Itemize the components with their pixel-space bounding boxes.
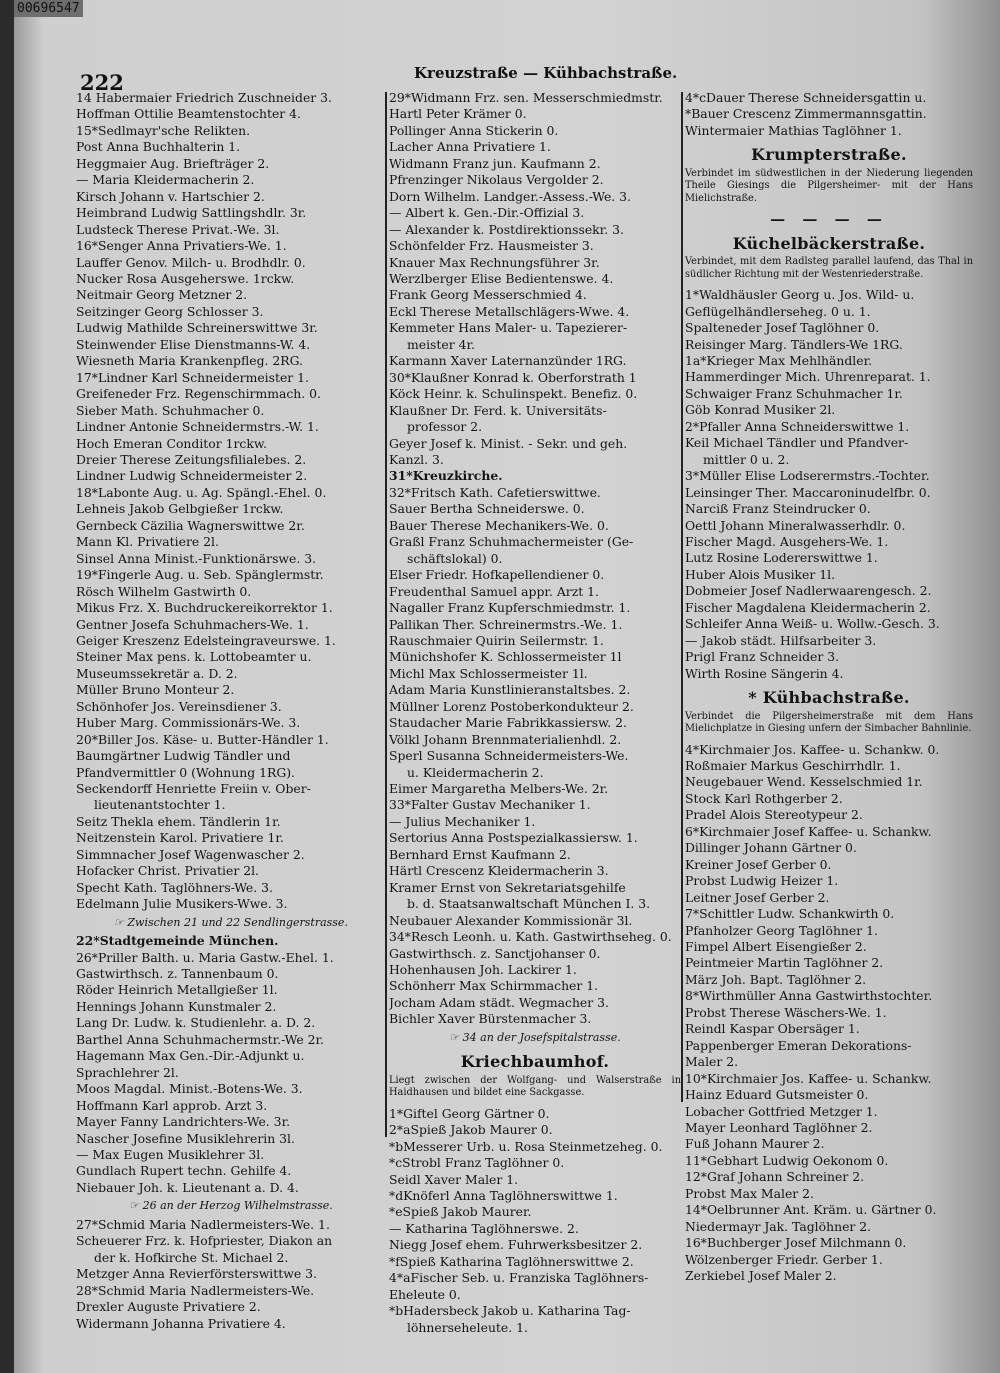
list-item: 31*Kreuzkirche. [389,468,503,484]
list-item: Simmnacher Josef Wagenwascher 2. [76,846,305,862]
list-item: Hagemann Max Gen.-Dir.-Adjunkt u. [76,1048,305,1064]
section-heading-kriechbaumhof: Kriechbaumhof. [460,1052,610,1072]
list-item: Nascher Josefine Musiklehrerin 3l. [76,1130,295,1146]
section-heading-krumpterstrasse: Krumpterstraße. [751,145,907,165]
section-description: Verbindet die Pilgersheimerstraße mit dem Hans Mielichplatze in Giesing unfern der Simbacher Bahnlinie. [685,710,973,735]
list-item: März Joh. Bapt. Taglöhner 2. [685,971,867,987]
list-item: Reisinger Marg. Tändlers-We 1RG. [685,336,903,352]
list-item: Müllner Lorenz Postoberkondukteur 2. [389,698,634,714]
list-item: Gastwirthsch. z. Sanctjohanser 0. [389,945,601,961]
list-item: Peintmeier Martin Taglöhner 2. [685,955,884,971]
running-head: Kreuzstraße — Kühbachstraße. [414,64,678,82]
list-item: Widermann Johanna Privatiere 4. [76,1315,286,1331]
list-item: Post Anna Buchhalterin 1. [76,139,241,155]
list-item: 15*Sedlmayr'sche Relikten. [76,122,251,138]
list-item: Lindner Antonie Schneidermstrs.-W. 1. [76,419,319,435]
list-item: Mayer Fanny Landrichters-We. 3r. [76,1114,291,1130]
list-item: 19*Fingerle Aug. u. Seb. Spänglermstr. [76,567,324,583]
list-item: 22*Stadtgemeinde München. [76,933,279,949]
list-item: Hainz Eduard Gutsmeister 0. [685,1087,869,1103]
list-item: Dillinger Johann Gärtner 0. [685,840,857,856]
list-item: 4*cDauer Therese Schneidersgattin u. [685,90,927,105]
list-item: Neitzenstein Karol. Privatiere 1r. [76,830,284,846]
list-item: Rauschmaier Quirin Seilermstr. 1. [389,632,604,648]
list-item: 8*Wirthmüller Anna Gastwirthstochter. [685,988,933,1004]
list-item: Probst Max Maler 2. [685,1185,814,1201]
list-item: — Jakob städt. Hilfsarbeiter 3. [685,632,877,648]
list-item: 18*Labonte Aug. u. Ag. Spängl.-Ehel. 0. [76,484,327,500]
list-item: 16*Senger Anna Privatiers-We. 1. [76,238,287,254]
list-item: 1*Waldhäusler Georg u. Jos. Wild- u. [685,287,915,303]
list-item: 26*Priller Balth. u. Maria Gastw.-Ehel. 1. [76,949,334,965]
list-item: Elser Friedr. Hofkapellendiener 0. [389,567,605,583]
list-item: Gentner Josefa Schuhmachers-We. 1. [76,616,309,632]
list-item: Niegg Josef ehem. Fuhrwerksbesitzer 2. [389,1237,643,1253]
list-item: Lindner Ludwig Schneidermeister 2. [76,468,308,484]
list-item: Niedermayr Jak. Taglöhner 2. [685,1218,872,1234]
list-item: b. d. Staatsanwaltschaft München I. 3. [407,896,651,912]
list-item: Lauffer Genov. Milch- u. Brodhdlr. 0. [76,254,306,270]
list-item: Fimpel Albert Eisengießer 2. [685,938,867,954]
list-item: Köck Heinr. k. Schulinspekt. Benefiz. 0. [389,386,638,402]
cross-street-note: ☞ 34 an der Josefspitalstrasse. [449,1030,621,1044]
list-item: Hoffman Ottilie Beamtenstochter 4. [76,106,301,122]
list-item: Leitner Josef Gerber 2. [685,889,830,905]
list-item: Wiesneth Maria Krankenpfleg. 2RG. [76,353,303,369]
list-item: 17*Lindner Karl Schneidermeister 1. [76,369,309,385]
list-item: Hartl Peter Krämer 0. [389,106,527,122]
list-item: Greifeneder Frz. Regenschirmmach. 0. [76,386,321,402]
list-item: Dorn Wilhelm. Landger.-Assess.-We. 3. [389,188,631,204]
list-item: *cStrobl Franz Taglöhner 0. [389,1155,565,1171]
list-item: 30*Klaußner Konrad k. Oberforstrath 1 [389,369,637,385]
list-item: Lehneis Jakob Gelbgießer 1rckw. [76,501,284,517]
list-item: 6*Kirchmaier Josef Kaffee- u. Schankw. [685,823,932,839]
list-item: meister 4r. [407,336,475,352]
list-item: Dreier Therese Zeitungsfilialebes. 2. [76,451,307,467]
list-item: *bMesserer Urb. u. Rosa Steinmetzeheg. 0. [389,1138,663,1154]
list-item: Heimbrand Ludwig Sattlingshdlr. 3r. [76,205,307,221]
list-item: Wirth Rosine Sängerin 4. [685,665,844,681]
list-item: — Maria Kleidermacherin 2. [76,172,255,188]
list-item: Pfandvermittler 0 (Wohnung 1RG). [76,764,295,780]
list-item: Gastwirthsch. z. Tannenbaum 0. [76,966,279,982]
list-item: Schwaiger Franz Schuhmacher 1r. [685,385,903,401]
list-item: Zerkiebel Josef Maler 2. [685,1268,837,1284]
list-item: *eSpieß Jakob Maurer. [389,1204,532,1220]
list-item: Wintermaier Mathias Taglöhner 1. [685,122,902,138]
list-item: Klaußner Dr. Ferd. k. Universitäts- [389,402,607,418]
list-item: Barthel Anna Schuhmachermstr.-We 2r. [76,1031,324,1047]
list-item: Stock Karl Rothgerber 2. [685,790,843,806]
list-item: *dKnöferl Anna Taglöhnerswittwe 1. [389,1188,618,1203]
list-item: Leinsinger Ther. Maccaroninudelfbr. 0. [685,484,931,500]
list-item: Ludwig Mathilde Schreinerswittwe 3r. [76,320,318,336]
column-3-top-entries [685,90,973,139]
list-item: Seitz Thekla ehem. Tändlerin 1r. [76,813,281,829]
list-item: Edelmann Julie Musikers-Wwe. 3. [76,896,288,912]
list-item: — Alexander k. Postdirektionssekr. 3. [389,221,624,237]
list-item: Neitmair Georg Metzner 2. [76,287,248,303]
list-item: Röder Heinrich Metallgießer 1l. [76,982,278,998]
list-item: Lobacher Gottfried Metzger 1. [685,1103,878,1119]
list-item: Geyer Josef k. Minist. - Sekr. und geh. [389,435,628,451]
list-item: Metzger Anna Revierförsterswittwe 3. [76,1266,317,1282]
list-item: 4*Kirchmaier Jos. Kaffee- u. Schankw. 0. [685,741,940,757]
list-item: Mayer Leonhard Taglöhner 2. [685,1119,873,1135]
list-item: Michl Max Schlossermeister 1l. [389,665,588,681]
list-item: Sprachlehrer 2l. [76,1064,179,1080]
list-item: Specht Kath. Taglöhners-We. 3. [76,879,273,895]
list-item: Lacher Anna Privatiere 1. [389,139,551,155]
column-2 [389,90,681,1336]
list-item: Maler 2. [685,1054,739,1070]
list-item: Rösch Wilhelm Gastwirth 0. [76,583,252,599]
list-item: Heggmaier Aug. Briefträger 2. [76,155,270,171]
section-description: Liegt zwischen der Wolfgang- und Walserstraße in Haidhausen und bildet eine Sackgasse. [389,1074,681,1099]
list-item: Sperl Susanna Schneidermeisters-We. [389,748,629,764]
list-item: Baumgärtner Ludwig Tändler und [76,748,291,764]
list-item: Jocham Adam städt. Wegmacher 3. [389,994,609,1010]
list-item: 27*Schmid Maria Nadlermeisters-We. 1. [76,1216,330,1232]
list-item: Hennings Johann Kunstmaler 2. [76,998,277,1014]
list-item: Dobmeier Josef Nadlerwaarengesch. 2. [685,583,932,599]
list-item: Hoffmann Karl approb. Arzt 3. [76,1097,268,1113]
list-item: Kemmeter Hans Maler- u. Tapezierer- [389,320,628,336]
list-item: Bernhard Ernst Kaufmann 2. [389,846,571,862]
section-description: Verbindet im südwestlichen in der Niederung liegenden Theile Giesings die Pilgersheimer- mit der Hans Mielichstraße. [685,167,973,204]
column-2-kriechbaumhof-entries [389,1106,681,1336]
list-item: 11*Gebhart Ludwig Oekonom 0. [685,1152,889,1168]
list-item: 7*Schittler Ludw. Schankwirth 0. [685,906,895,922]
list-item: 1*Giftel Georg Gärtner 0. [389,1105,550,1121]
list-item: — Julius Mechaniker 1. [389,813,536,829]
list-item: Widmann Franz jun. Kaufmann 2. [389,155,601,171]
list-item: Schönfelder Frz. Hausmeister 3. [389,238,594,254]
list-item: Schönhofer Jos. Vereinsdiener 3. [76,698,282,714]
list-item: Hofacker Christ. Privatier 2l. [76,863,259,879]
list-item: Sinsel Anna Minist.-Funktionärswe. 3. [76,550,317,566]
section-divider: — — — — [770,210,888,229]
list-item: schäftslokal) 0. [407,550,503,566]
list-item: Reindl Kaspar Obersäger 1. [685,1021,860,1037]
section-description: Verbindet, mit dem Radlsteg parallel laufend, das Thal in südlicher Richtung mit der Westenriederstraße. [685,256,973,280]
list-item: lieutenantstochter 1. [94,797,226,813]
list-item: — Max Eugen Musiklehrer 3l. [76,1147,265,1162]
section-heading-kuehbachstrasse: * Kühbachstraße. [748,688,910,708]
cross-street-note: ☞ Zwischen 21 und 22 Sendlingerstrasse. [114,915,348,929]
column-2-entries [389,90,681,1046]
list-item: Schönherr Max Schirmmacher 1. [389,978,599,994]
list-item: Fischer Magd. Ausgehers-We. 1. [685,534,889,550]
list-item: 1a*Krieger Max Mehlhändler. [685,353,873,369]
list-item: Nagaller Franz Kupferschmiedmstr. 1. [389,600,631,616]
list-item: Eckl Therese Metallschlägers-Wwe. 4. [389,303,630,319]
list-item: Staudacher Marie Fabrikkassiersw. 2. [389,715,627,731]
list-item: 28*Schmid Maria Nadlermeisters-We. [76,1282,315,1298]
list-item: Probst Therese Wäschers-We. 1. [685,1004,887,1020]
list-item: Göb Konrad Musiker 2l. [685,402,836,418]
list-item: Narciß Franz Steindrucker 0. [685,501,871,517]
list-item: Geiger Kreszenz Edelsteingraveurswe. 1. [76,632,336,648]
list-item: Härtl Crescenz Kleidermacherin 3. [389,863,609,879]
list-item: der k. Hofkirche St. Michael 2. [94,1249,289,1265]
list-item: Hammerdinger Mich. Uhrenreparat. 1. [685,369,931,385]
list-item: Frank Georg Messerschmied 4. [389,287,587,303]
list-item: *fSpieß Katharina Taglöhnerswittwe 2. [389,1253,634,1269]
list-item: 32*Fritsch Kath. Cafetierswittwe. [389,484,601,500]
directory-page [14,0,1000,1373]
list-item: Müller Bruno Monteur 2. [76,682,235,698]
list-item: Huber Alois Musiker 1l. [685,566,836,582]
list-item: Prigl Franz Schneider 3. [685,649,840,665]
column-rule [681,92,683,1102]
list-item: Geflügelhändlerseheg. 0 u. 1. [685,303,871,319]
list-item: Seitzinger Georg Schlosser 3. [76,303,264,319]
list-item: Nucker Rosa Ausgeherswe. 1rckw. [76,270,295,286]
list-item: Bauer Therese Mechanikers-We. 0. [389,517,609,533]
list-item: Wölzenberger Friedr. Gerber 1. [685,1251,883,1267]
list-item: Kramer Ernst von Sekretariatsgehilfe [389,879,626,895]
list-item: 2*aSpieß Jakob Maurer 0. [389,1122,553,1138]
list-item: 33*Falter Gustav Mechaniker 1. [389,797,591,813]
list-item: Pallikan Ther. Schreinermstrs.-We. 1. [389,616,623,632]
list-item: Mann Kl. Privatiere 2l. [76,534,219,550]
list-item: Sieber Math. Schuhmacher 0. [76,402,265,418]
list-item: Kanzl. 3. [389,451,444,467]
list-item: Scheuerer Frz. k. Hofpriester, Diakon an [76,1233,333,1249]
list-item: u. Kleidermacherin 2. [407,764,544,780]
list-item: Fuß Johann Maurer 2. [685,1136,825,1152]
scan-id-label: 00696547 [14,0,83,17]
page-number: 222 [80,70,124,95]
list-item: Hoch Emeran Conditor 1rckw. [76,435,267,451]
list-item: *bHadersbeck Jakob u. Katharina Tag- [389,1303,631,1319]
list-item: Gundlach Rupert techn. Gehilfe 4. [76,1163,292,1179]
list-item: 10*Kirchmaier Jos. Kaffee- u. Schankw. [685,1070,932,1086]
list-item: 29*Widmann Frz. sen. Messerschmiedmstr. [389,90,663,105]
list-item: Sertorius Anna Postspezialkassiersw. 1. [389,830,638,846]
list-item: Werzlberger Elise Bedientenswe. 4. [389,270,614,286]
list-item: 2*Pfaller Anna Schneiderswittwe 1. [685,418,910,434]
list-item: Fischer Magdalena Kleidermacherin 2. [685,599,931,615]
list-item: — Albert k. Gen.-Dir.-Offizial 3. [389,205,585,221]
section-heading-kuechelbaeckerstrasse: Küchelbäckerstraße. [732,233,926,253]
list-item: Lutz Rosine Lodererswittwe 1. [685,550,878,566]
list-item: Kreiner Josef Gerber 0. [685,856,832,872]
list-item: Roßmaier Markus Geschirrhdlr. 1. [685,758,901,773]
list-item: mittler 0 u. 2. [703,451,790,467]
list-item: Steiner Max pens. k. Lottobeamter u. [76,649,312,665]
list-item: Neubauer Alexander Kommissionär 3l. [389,912,633,928]
list-item: — Katharina Taglöhnerswe. 2. [389,1220,579,1236]
list-item: Huber Marg. Commissionärs-We. 3. [76,715,301,731]
list-item: Karmann Xaver Laternanzünder 1RG. [389,353,627,369]
list-item: Pollinger Anna Stickerin 0. [389,122,559,138]
list-item: 34*Resch Leonh. u. Kath. Gastwirthseheg. 0. [389,929,672,945]
list-item: Sauer Bertha Schneiderswe. 0. [389,501,585,517]
list-item: Pfanholzer Georg Taglöhner 1. [685,922,878,938]
list-item: Münichshofer K. Schlossermeister 1l [389,649,622,665]
list-item: Knauer Max Rechnungsführer 3r. [389,254,600,270]
list-item: Oettl Johann Mineralwasserhdlr. 0. [685,517,906,533]
list-item: Probst Ludwig Heizer 1. [685,873,839,889]
list-item: 3*Müller Elise Lodserermstrs.-Tochter. [685,468,930,484]
list-item: *Bauer Crescenz Zimmermannsgattin. [685,106,927,122]
list-item: Pappenberger Emeran Dekorations- [685,1037,912,1053]
list-item: Kirsch Johann v. Hartschier 2. [76,188,265,204]
list-item: 16*Buchberger Josef Milchmann 0. [685,1235,907,1251]
list-item: 20*Biller Jos. Käse- u. Butter-Händler 1. [76,731,329,747]
list-item: Adam Maria Kunstlinieranstaltsbes. 2. [389,682,631,698]
list-item: Moos Magdal. Minist.-Botens-We. 3. [76,1081,303,1097]
list-item: Schleifer Anna Weiß- u. Wollw.-Gesch. 3. [685,616,940,632]
list-item: Seidl Xaver Maler 1. [389,1171,519,1187]
list-item: professor 2. [407,419,483,435]
list-item: Völkl Johann Brennmaterialienhdl. 2. [389,731,622,747]
list-item: Freudenthal Samuel appr. Arzt 1. [389,583,599,599]
list-item: Seckendorff Henriette Freiin v. Ober- [76,781,311,797]
list-item: Lang Dr. Ludw. k. Studienlehr. a. D. 2. [76,1015,316,1031]
list-item: Niebauer Joh. k. Lieutenant a. D. 4. [76,1179,299,1195]
list-item: Neugebauer Wend. Kesselschmied 1r. [685,774,923,790]
list-item: Museumssekretär a. D. 2. [76,665,238,681]
list-item: Ludsteck Therese Privat.-We. 3l. [76,221,280,237]
kuechelbaeckerstrasse-entries [685,287,973,682]
list-item: löhnerseheleute. 1. [407,1319,528,1335]
list-item: Spalteneder Josef Taglöhner 0. [685,320,880,336]
list-item: Mikus Frz. X. Buchdruckereikorrektor 1. [76,600,333,616]
list-item: 14*Oelbrunner Ant. Kräm. u. Gärtner 0. [685,1202,937,1218]
list-item: Hohenhausen Joh. Lackirer 1. [389,962,577,978]
list-item: Bichler Xaver Bürstenmacher 3. [389,1011,592,1027]
list-item: Eimer Margaretha Melbers-We. 2r. [389,781,609,797]
list-item: 12*Graf Johann Schreiner 2. [685,1169,865,1185]
kuehbachstrasse-entries [685,742,973,1285]
cross-street-note: ☞ 26 an der Herzog Wilhelmstrasse. [129,1199,333,1213]
column-1 [76,90,386,1332]
list-item: 14 Habermaier Friedrich Zuschneider 3. [76,90,332,105]
list-item: Keil Michael Tändler und Pfandver- [685,435,909,451]
column-3 [685,90,973,1285]
list-item: Graßl Franz Schuhmachermeister (Ge- [389,534,634,550]
list-item: Drexler Auguste Privatiere 2. [76,1299,261,1315]
list-item: Pradel Alois Stereotypeur 2. [685,807,863,823]
list-item: Gernbeck Cäzilia Wagnerswittwe 2r. [76,517,305,533]
list-item: Eheleute 0. [389,1286,461,1302]
list-item: Steinwender Elise Dienstmanns-W. 4. [76,336,311,352]
list-item: Pfrenzinger Nikolaus Vergolder 2. [389,172,604,188]
list-item: 4*aFischer Seb. u. Franziska Taglöhners- [389,1270,649,1286]
